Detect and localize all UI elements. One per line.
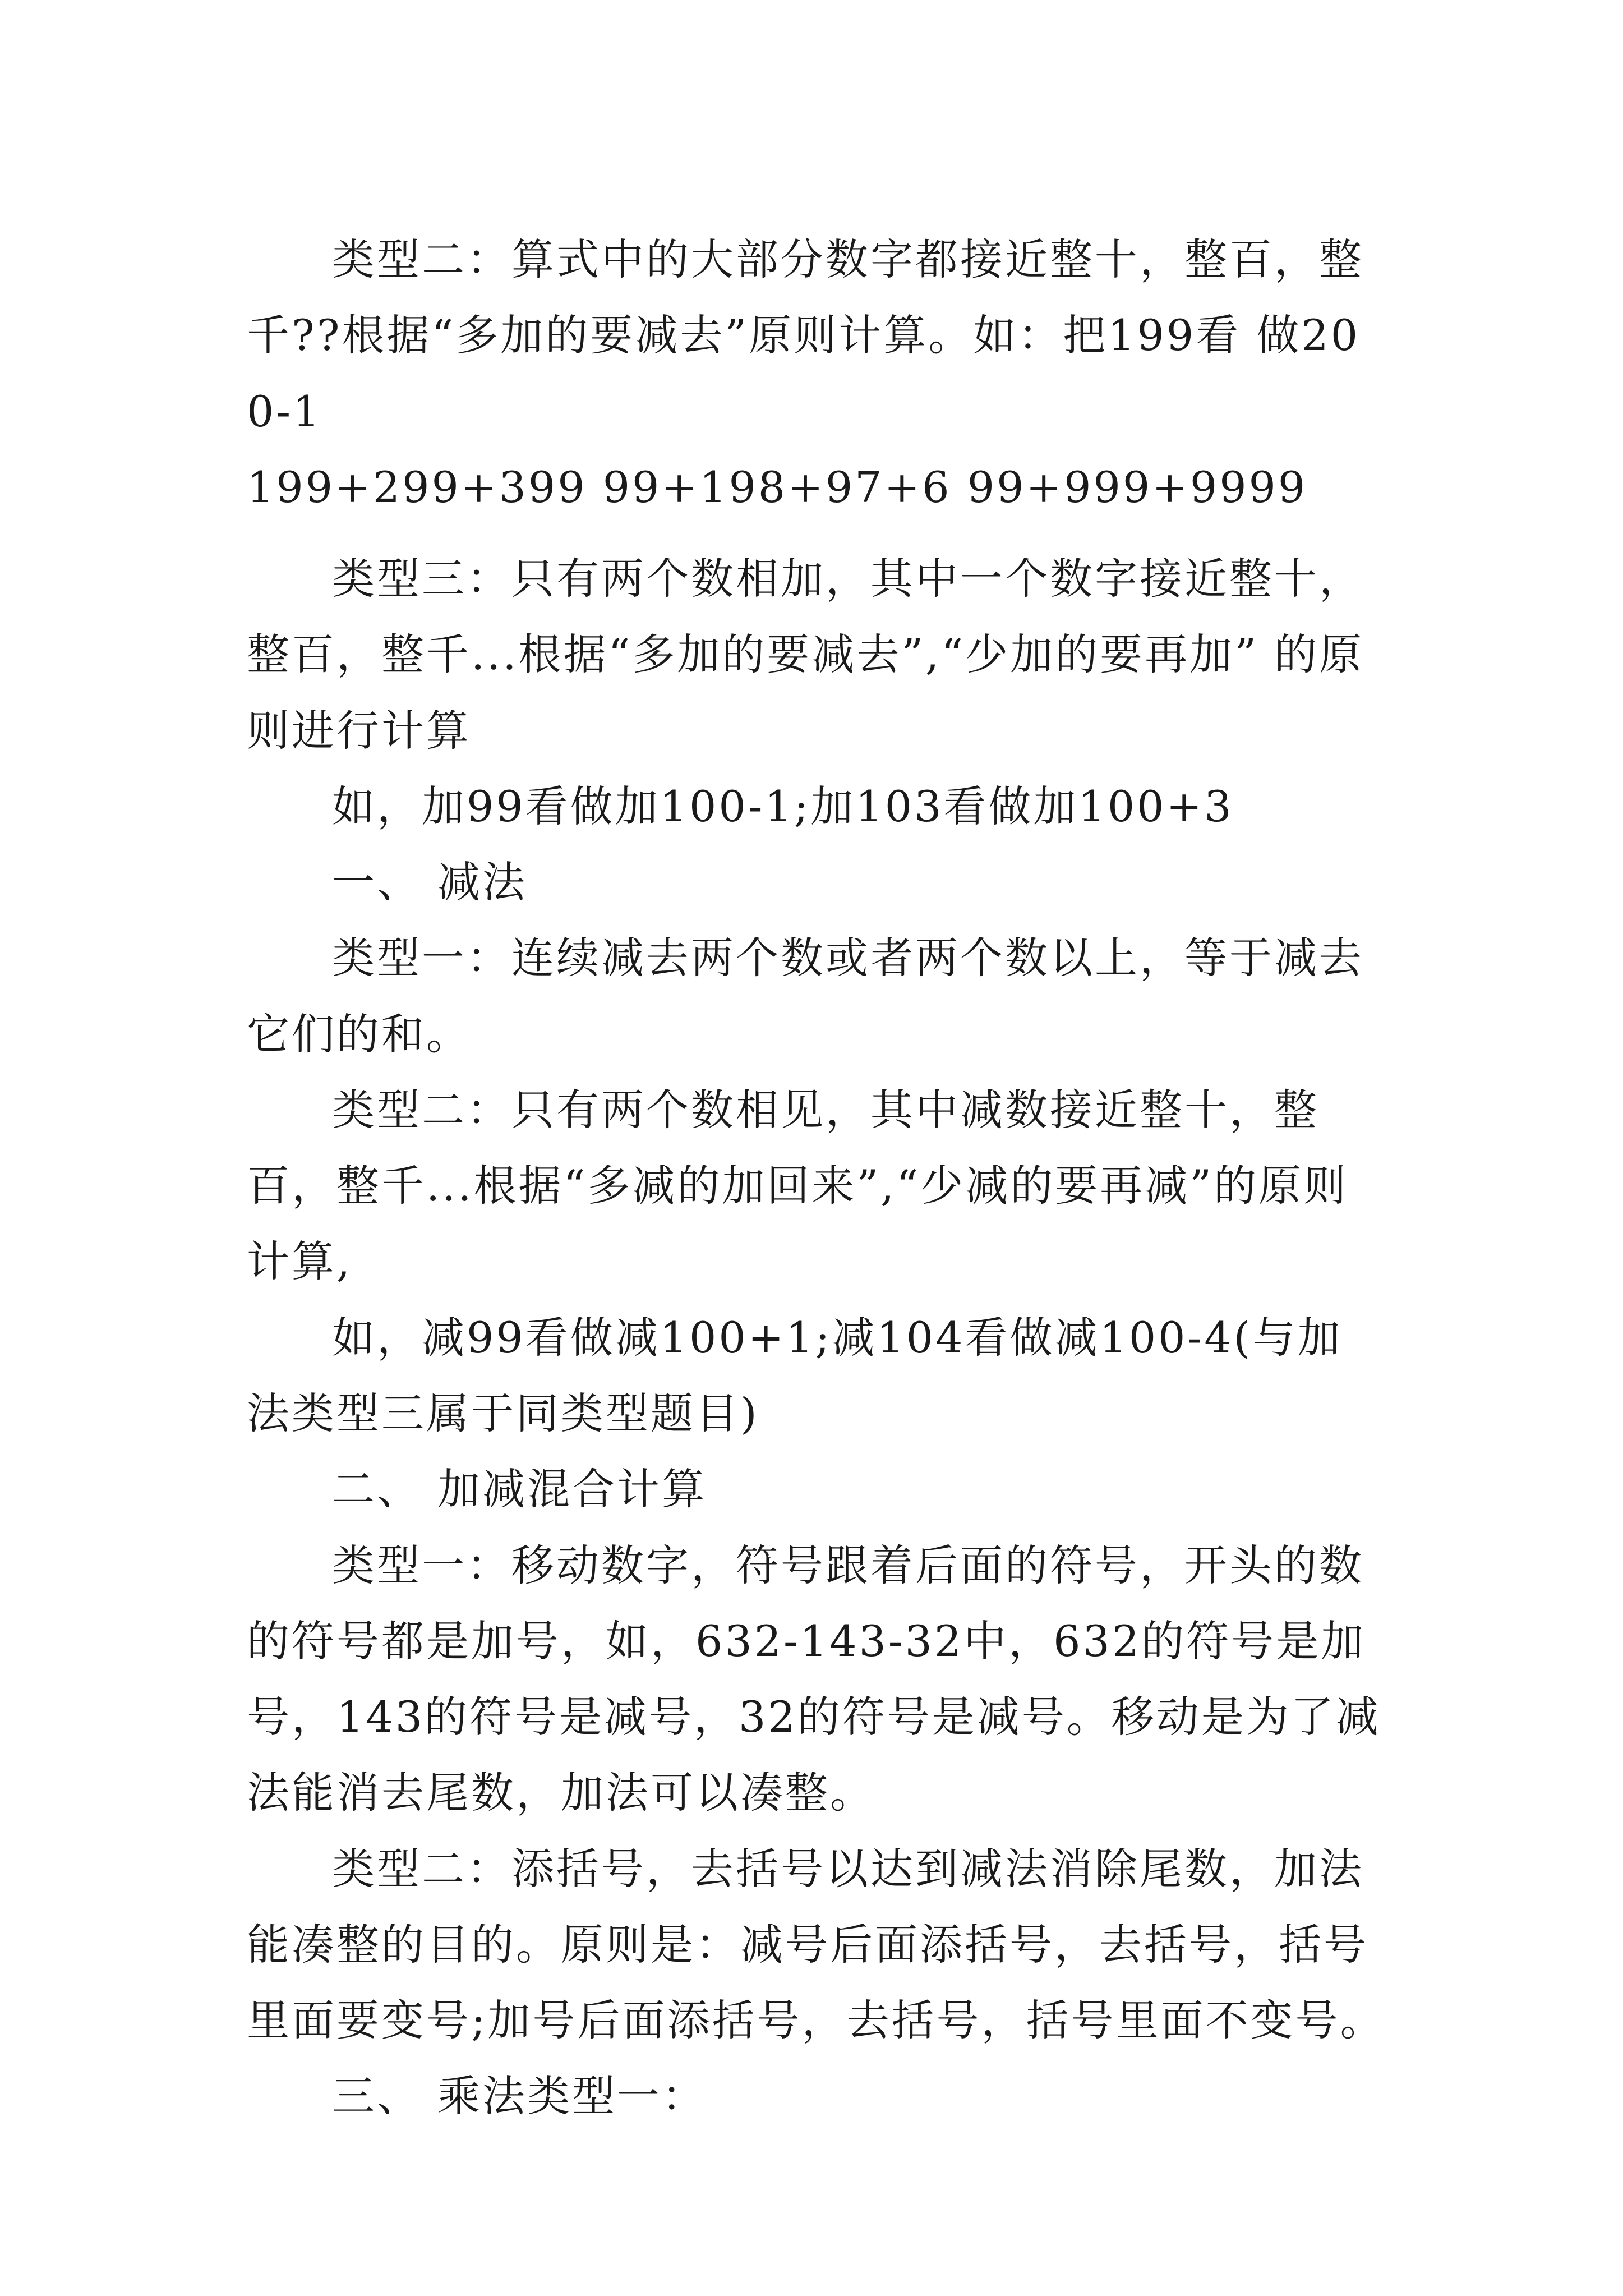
paragraph-addition-type-three-example: 如，加99看做加100-1;加103看做加100+3: [332, 781, 1234, 831]
paragraph-subtraction-type-one: 类型一：连续减去两个数或者两个数以上，等于减去它们的和。: [247, 933, 1364, 1059]
paragraph-addition-type-two: 类型二：算式中的大部分数字都接近整十，整百，整千??根据“多加的要减去”原则计算。如：把199看 做200-1: [247, 234, 1364, 436]
paragraph-subtraction-type-two: 类型二：只有两个数相见，其中减数接近整十，整百，整千...根据“多减的加回来”,“少减的要再减”的原则计算,: [247, 1084, 1349, 1287]
section-heading-mixed: 二、 加减混合计算: [332, 1464, 707, 1515]
document-body: [247, 222, 1385, 2134]
paragraph-mixed-type-two: 类型二：添括号，去括号以达到减法消除尾数，加法能凑整的目的。原则是：减号后面添括号，去括号，括号里面要变号;加号后面添括号，去括号，括号里面不变号。: [247, 1843, 1385, 2046]
paragraph-mixed-type-one: 类型一：移动数字，符号跟着后面的符号，开头的数的符号都是加号，如，632-143-32中，632的符号是加号，143的符号是减号，32的符号是减号。移动是为了减法能消去尾数，加法可以凑整。: [247, 1540, 1381, 1818]
section-heading-subtraction: 一、 减法: [332, 857, 528, 908]
paragraph-subtraction-type-two-example: 如，减99看做减100+1;减104看做减100-4(与加法类型三属于同类型题目): [247, 1312, 1343, 1438]
paragraph-addition-type-three: 类型三：只有两个数相加，其中一个数字接近整十，整百，整千...根据“多加的要减去”,“少加的要再加” 的原则进行计算: [247, 554, 1364, 756]
section-heading-multiplication: 三、 乘法类型一：: [332, 2071, 707, 2122]
paragraph-addition-type-two-examples: 199+299+399 99+198+97+6 99+999+9999: [247, 462, 1308, 512]
